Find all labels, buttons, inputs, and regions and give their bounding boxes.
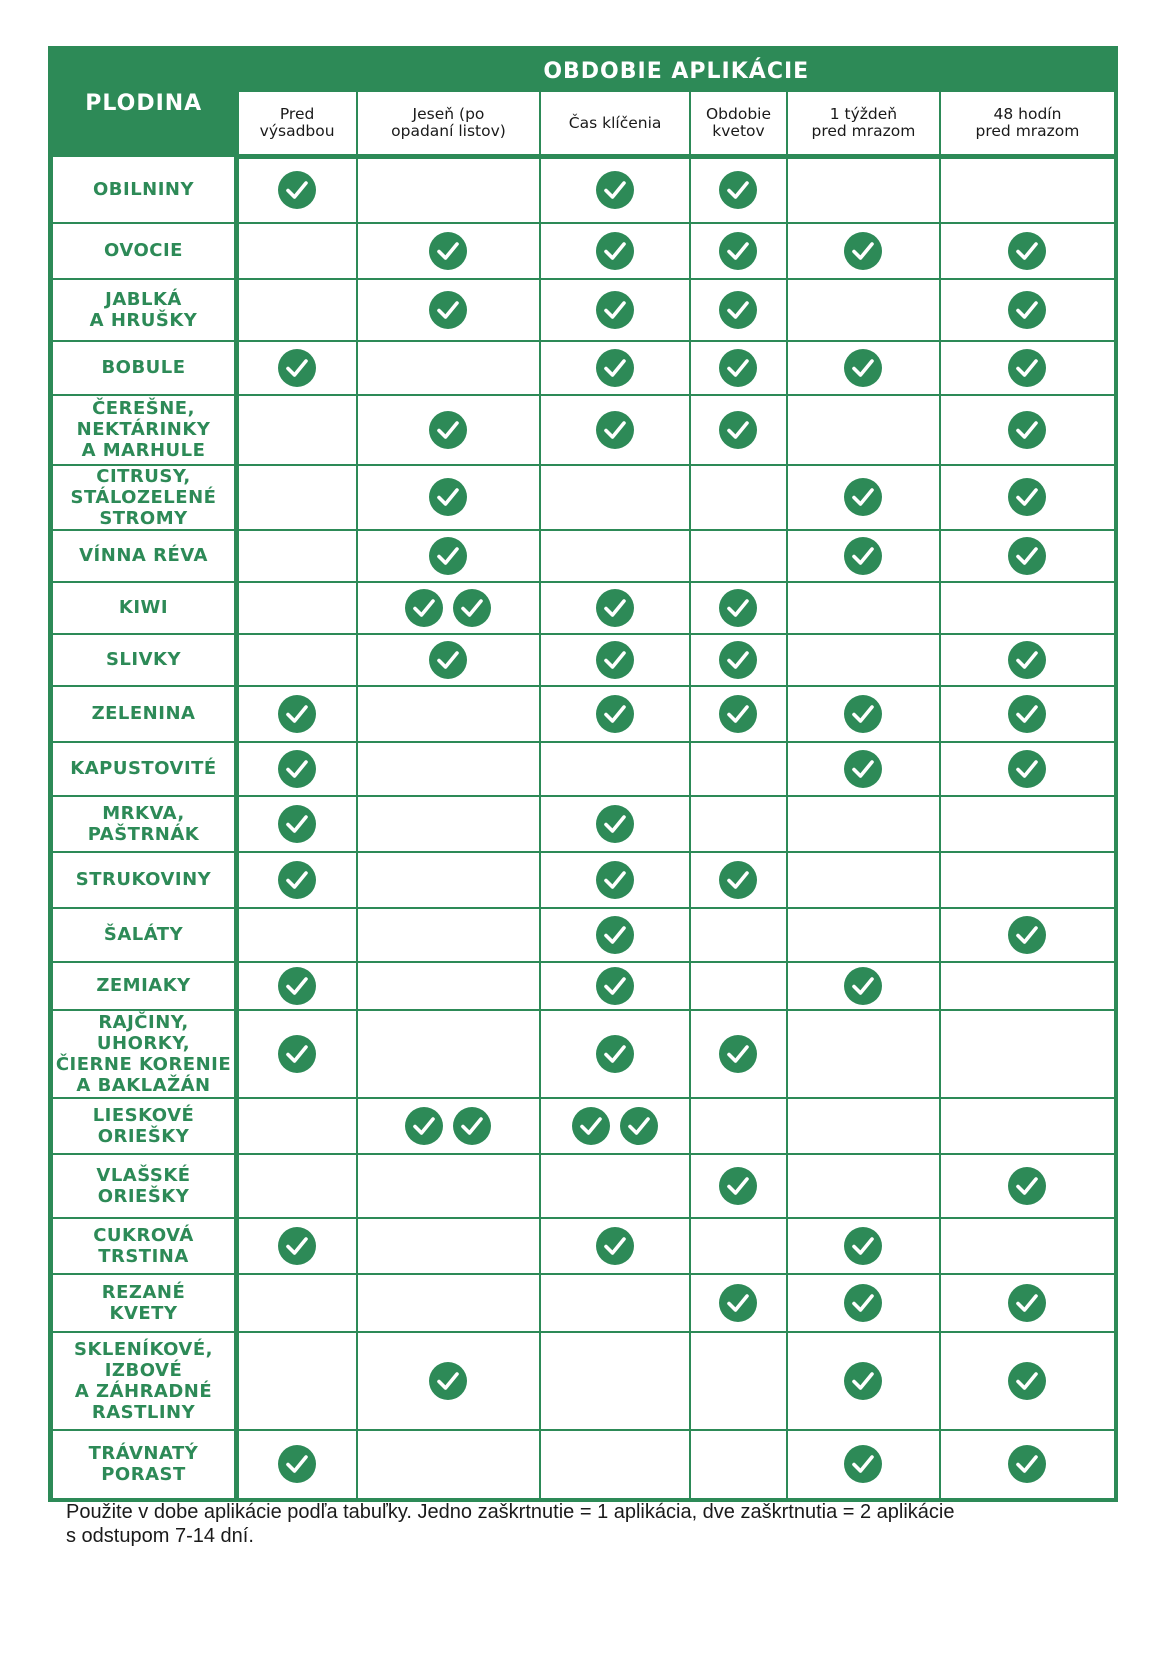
period-header: OBDOBIE APLIKÁCIE	[237, 50, 1115, 92]
application-cell	[540, 341, 690, 395]
application-cell	[940, 852, 1114, 908]
application-cell	[940, 796, 1114, 852]
application-cell	[787, 1430, 940, 1498]
check-circle-icon	[844, 537, 882, 575]
application-cell	[940, 341, 1114, 395]
check-circle-icon	[1008, 1167, 1046, 1205]
check-circle-icon	[844, 1445, 882, 1483]
application-cell	[540, 223, 690, 279]
application-cell	[237, 1154, 357, 1218]
table-row	[53, 395, 1114, 465]
crop-name: KAPUSTOVITÉ	[53, 742, 237, 796]
crop-name: TRÁVNATÝ PORAST	[53, 1430, 237, 1498]
table-row	[53, 908, 1114, 962]
application-cell	[540, 908, 690, 962]
application-cell	[787, 1332, 940, 1430]
check-circle-icon	[719, 1035, 757, 1073]
check-circle-icon	[278, 695, 316, 733]
check-circle-icon	[844, 967, 882, 1005]
application-cell	[690, 582, 787, 634]
application-cell	[690, 1098, 787, 1154]
application-cell	[540, 1010, 690, 1098]
table	[53, 50, 1114, 1498]
check-circle-icon	[278, 1227, 316, 1265]
period-column-header	[540, 92, 690, 157]
application-cell	[690, 1010, 787, 1098]
application-cell	[540, 1430, 690, 1498]
application-cell	[357, 395, 541, 465]
check-circle-icon	[844, 349, 882, 387]
application-cell	[357, 1010, 541, 1098]
application-cell	[787, 1098, 940, 1154]
application-cell	[237, 742, 357, 796]
application-cell	[787, 1154, 940, 1218]
check-circle-icon	[719, 641, 757, 679]
application-cell	[940, 1098, 1114, 1154]
crop-name: ČEREŠNE, NEKTÁRINKY A MARHULE	[53, 395, 237, 465]
check-circle-icon	[429, 232, 467, 270]
check-circle-icon	[596, 411, 634, 449]
application-cell	[357, 223, 541, 279]
crop-name: CITRUSY, STÁLOZELENÉ STROMY	[53, 465, 237, 530]
check-circle-icon	[719, 695, 757, 733]
application-cell	[237, 962, 357, 1010]
table-body	[53, 157, 1114, 1498]
check-circle-icon	[844, 750, 882, 788]
application-cell	[540, 1332, 690, 1430]
table-row	[53, 1218, 1114, 1274]
check-circle-icon	[596, 695, 634, 733]
check-circle-icon	[844, 1284, 882, 1322]
application-cell	[787, 157, 940, 223]
application-cell	[357, 279, 541, 341]
application-cell	[540, 582, 690, 634]
check-circle-icon	[596, 805, 634, 843]
check-circle-icon	[429, 478, 467, 516]
crop-name: ZEMIAKY	[53, 962, 237, 1010]
application-cell	[787, 962, 940, 1010]
table-row	[53, 796, 1114, 852]
application-cell	[690, 686, 787, 742]
crop-name: VLAŠSKÉ ORIEŠKY	[53, 1154, 237, 1218]
application-cell	[540, 279, 690, 341]
crop-name: SKLENÍKOVÉ, IZBOVÉ A ZÁHRADNÉ RASTLINY	[53, 1332, 237, 1430]
application-cell	[357, 341, 541, 395]
table-row	[53, 1098, 1114, 1154]
check-circle-icon	[596, 171, 634, 209]
application-cell	[787, 1218, 940, 1274]
crop-name: JABLKÁ A HRUŠKY	[53, 279, 237, 341]
period-column-header	[690, 92, 787, 157]
application-cell	[690, 395, 787, 465]
application-cell	[540, 157, 690, 223]
application-cell	[237, 1332, 357, 1430]
table-row	[53, 1274, 1114, 1332]
application-cell	[357, 908, 541, 962]
application-cell	[787, 686, 940, 742]
application-cell	[787, 582, 940, 634]
application-cell	[540, 465, 690, 530]
check-circle-icon	[278, 750, 316, 788]
table-row	[53, 634, 1114, 686]
application-cell	[940, 395, 1114, 465]
check-circle-icon	[719, 232, 757, 270]
check-circle-icon	[596, 1035, 634, 1073]
check-circle-icon	[596, 349, 634, 387]
check-circle-icon	[596, 641, 634, 679]
check-circle-icon	[1008, 349, 1046, 387]
application-cell	[787, 908, 940, 962]
application-cell	[237, 465, 357, 530]
period-column-label: 1 týždeň pred mrazom	[811, 105, 916, 140]
application-cell	[787, 742, 940, 796]
check-circle-icon	[620, 1107, 658, 1145]
application-cell	[787, 530, 940, 582]
application-cell	[787, 634, 940, 686]
application-cell	[357, 1274, 541, 1332]
application-cell	[237, 1274, 357, 1332]
application-cell	[940, 908, 1114, 962]
application-cell	[940, 1010, 1114, 1098]
crop-name: BOBULE	[53, 341, 237, 395]
application-cell	[787, 223, 940, 279]
check-circle-icon	[844, 478, 882, 516]
check-circle-icon	[405, 1107, 443, 1145]
application-cell	[787, 1274, 940, 1332]
application-cell	[690, 1332, 787, 1430]
crop-name: RAJČINY, UHORKY, ČIERNE KORENIE A BAKLAŽÁN	[53, 1010, 237, 1098]
crop-name: MRKVA, PAŠTRNÁK	[53, 796, 237, 852]
check-circle-icon	[844, 695, 882, 733]
check-circle-icon	[719, 171, 757, 209]
application-cell	[237, 157, 357, 223]
table-row	[53, 686, 1114, 742]
application-cell	[357, 1218, 541, 1274]
check-circle-icon	[429, 641, 467, 679]
check-circle-icon	[1008, 537, 1046, 575]
crop-name: OBILNINY	[53, 157, 237, 223]
application-cell	[940, 223, 1114, 279]
table-row	[53, 223, 1114, 279]
application-cell	[787, 341, 940, 395]
crop-name: VÍNNA RÉVA	[53, 530, 237, 582]
application-cell	[357, 157, 541, 223]
application-cell	[357, 796, 541, 852]
period-column-header	[940, 92, 1114, 157]
footnote: Použite v dobe aplikácie podľa tabuľky. Jedno zaškrtnutie = 1 aplikácia, dve zaškrtnutia = 2 aplikácie s odstupom 7-14 dní.	[66, 1501, 955, 1547]
table-row	[53, 279, 1114, 341]
check-circle-icon	[429, 1362, 467, 1400]
check-circle-icon	[405, 589, 443, 627]
check-circle-icon	[278, 1445, 316, 1483]
application-cell	[237, 582, 357, 634]
crop-name: KIWI	[53, 582, 237, 634]
crop-name: REZANÉ KVETY	[53, 1274, 237, 1332]
application-cell	[690, 530, 787, 582]
table-row	[53, 465, 1114, 530]
application-cell	[357, 742, 541, 796]
check-circle-icon	[278, 1035, 316, 1073]
table-row	[53, 530, 1114, 582]
application-cell	[237, 852, 357, 908]
application-cell	[690, 1154, 787, 1218]
application-cell	[940, 742, 1114, 796]
check-circle-icon	[719, 349, 757, 387]
application-cell	[357, 686, 541, 742]
application-cell	[357, 465, 541, 530]
application-cell	[690, 852, 787, 908]
application-cell	[787, 852, 940, 908]
application-cell	[540, 1274, 690, 1332]
application-cell	[357, 530, 541, 582]
check-circle-icon	[572, 1107, 610, 1145]
application-cell	[690, 962, 787, 1010]
period-column-label: Obdobie kvetov	[705, 105, 771, 140]
application-cell	[690, 742, 787, 796]
application-cell	[357, 1098, 541, 1154]
application-cell	[237, 796, 357, 852]
application-cell	[940, 1332, 1114, 1430]
application-cell	[690, 1430, 787, 1498]
application-cell	[787, 1010, 940, 1098]
table-row	[53, 962, 1114, 1010]
application-cell	[237, 530, 357, 582]
check-circle-icon	[1008, 232, 1046, 270]
application-cell	[940, 1218, 1114, 1274]
check-circle-icon	[1008, 291, 1046, 329]
crop-name: ŠALÁTY	[53, 908, 237, 962]
check-circle-icon	[1008, 411, 1046, 449]
check-circle-icon	[596, 589, 634, 627]
application-cell	[940, 962, 1114, 1010]
period-column-label: Čas klíčenia	[568, 113, 662, 132]
check-circle-icon	[596, 916, 634, 954]
application-cell	[540, 1218, 690, 1274]
check-circle-icon	[596, 232, 634, 270]
application-cell	[237, 1098, 357, 1154]
check-circle-icon	[1008, 1284, 1046, 1322]
application-cell	[540, 634, 690, 686]
check-circle-icon	[844, 232, 882, 270]
application-cell	[237, 908, 357, 962]
application-cell	[540, 686, 690, 742]
application-cell	[690, 634, 787, 686]
application-cell	[787, 796, 940, 852]
application-cell	[690, 279, 787, 341]
application-cell	[357, 1430, 541, 1498]
period-column-label: 48 hodín pred mrazom	[975, 105, 1080, 140]
check-circle-icon	[278, 171, 316, 209]
crop-column-header: PLODINA	[53, 50, 237, 157]
check-circle-icon	[1008, 478, 1046, 516]
check-circle-icon	[719, 1167, 757, 1205]
check-circle-icon	[278, 861, 316, 899]
application-cell	[357, 852, 541, 908]
application-cell	[787, 279, 940, 341]
application-cell	[940, 530, 1114, 582]
table-row	[53, 1430, 1114, 1498]
application-cell	[940, 1154, 1114, 1218]
application-cell	[237, 279, 357, 341]
application-cell	[940, 1274, 1114, 1332]
table-row	[53, 742, 1114, 796]
application-cell	[787, 465, 940, 530]
crop-name: ZELENINA	[53, 686, 237, 742]
application-cell	[357, 1154, 541, 1218]
application-cell	[540, 852, 690, 908]
check-circle-icon	[596, 291, 634, 329]
table-row	[53, 852, 1114, 908]
check-circle-icon	[719, 1284, 757, 1322]
application-cell	[540, 962, 690, 1010]
application-cell	[940, 686, 1114, 742]
check-circle-icon	[1008, 1445, 1046, 1483]
check-circle-icon	[596, 967, 634, 1005]
period-column-label: Jeseň (po opadaní listov)	[391, 105, 506, 140]
period-column-header	[787, 92, 940, 157]
application-cell	[540, 796, 690, 852]
application-cell	[540, 1098, 690, 1154]
table-row	[53, 1010, 1114, 1098]
check-circle-icon	[596, 1227, 634, 1265]
period-column-header	[357, 92, 541, 157]
application-cell	[540, 395, 690, 465]
table-row	[53, 582, 1114, 634]
application-cell	[940, 634, 1114, 686]
application-cell	[940, 465, 1114, 530]
application-cell	[940, 582, 1114, 634]
check-circle-icon	[453, 1107, 491, 1145]
application-cell	[690, 341, 787, 395]
check-circle-icon	[429, 411, 467, 449]
crop-name: LIESKOVÉ ORIEŠKY	[53, 1098, 237, 1154]
check-circle-icon	[844, 1362, 882, 1400]
application-cell	[940, 1430, 1114, 1498]
check-circle-icon	[1008, 695, 1046, 733]
application-cell	[237, 341, 357, 395]
application-cell	[237, 223, 357, 279]
table-row	[53, 1332, 1114, 1430]
application-cell	[357, 634, 541, 686]
application-cell	[540, 1154, 690, 1218]
application-cell	[237, 1010, 357, 1098]
application-cell	[690, 465, 787, 530]
crop-name: CUKROVÁ TRSTINA	[53, 1218, 237, 1274]
check-circle-icon	[278, 349, 316, 387]
table-row	[53, 157, 1114, 223]
crop-name: OVOCIE	[53, 223, 237, 279]
check-circle-icon	[1008, 916, 1046, 954]
check-circle-icon	[844, 1227, 882, 1265]
application-cell	[690, 1218, 787, 1274]
check-circle-icon	[1008, 1362, 1046, 1400]
application-cell	[690, 1274, 787, 1332]
application-cell	[237, 634, 357, 686]
check-circle-icon	[453, 589, 491, 627]
check-circle-icon	[719, 589, 757, 627]
period-column-header	[237, 92, 357, 157]
application-cell	[237, 395, 357, 465]
application-cell	[540, 742, 690, 796]
check-circle-icon	[1008, 750, 1046, 788]
check-circle-icon	[596, 861, 634, 899]
application-cell	[540, 530, 690, 582]
table-row	[53, 341, 1114, 395]
check-circle-icon	[719, 411, 757, 449]
period-column-label: Pred výsadbou	[259, 105, 335, 140]
application-cell	[690, 796, 787, 852]
application-cell	[690, 157, 787, 223]
table-row	[53, 1154, 1114, 1218]
crop-name: STRUKOVINY	[53, 852, 237, 908]
check-circle-icon	[429, 291, 467, 329]
application-cell	[690, 908, 787, 962]
application-cell	[357, 962, 541, 1010]
check-circle-icon	[719, 861, 757, 899]
crop-name: SLIVKY	[53, 634, 237, 686]
check-circle-icon	[278, 967, 316, 1005]
application-cell	[237, 1430, 357, 1498]
check-circle-icon	[429, 537, 467, 575]
application-period-table	[48, 46, 1118, 1502]
application-cell	[690, 223, 787, 279]
application-cell	[237, 1218, 357, 1274]
check-circle-icon	[719, 291, 757, 329]
application-cell	[787, 395, 940, 465]
application-cell	[940, 279, 1114, 341]
application-cell	[357, 1332, 541, 1430]
check-circle-icon	[278, 805, 316, 843]
check-circle-icon	[1008, 641, 1046, 679]
application-cell	[357, 582, 541, 634]
application-cell	[940, 157, 1114, 223]
application-cell	[237, 686, 357, 742]
